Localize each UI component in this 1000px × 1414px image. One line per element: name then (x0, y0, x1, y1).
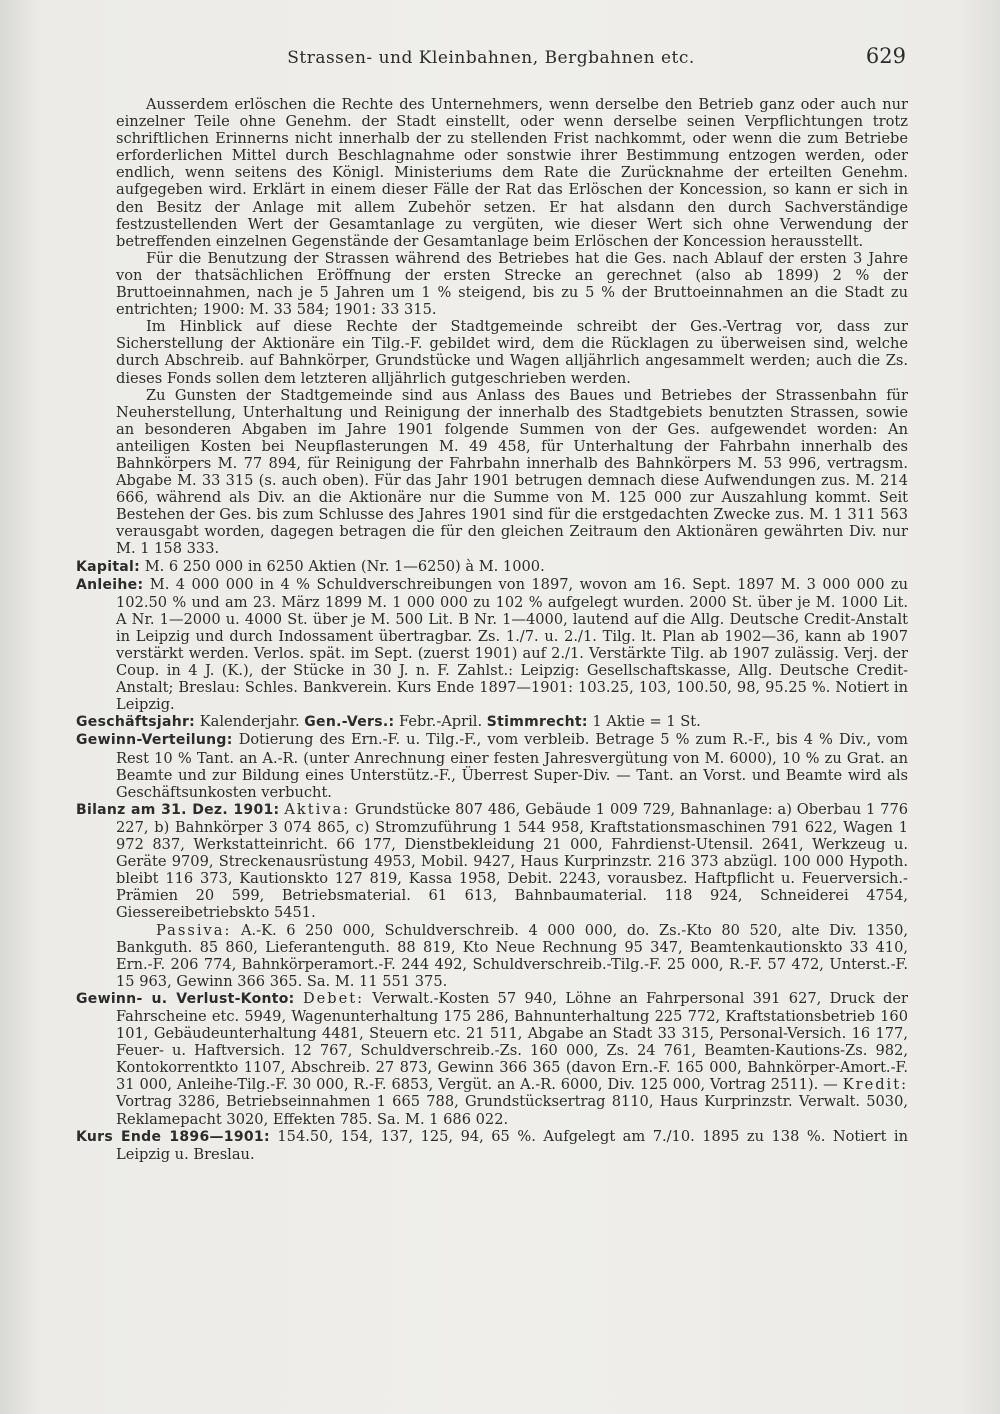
debet-label: Debet: (302, 989, 365, 1007)
gen-vers-label: Gen.-Vers.: (304, 714, 395, 731)
stimmrecht-label: Stimmrecht: (486, 714, 588, 731)
page-number: 629 (865, 44, 906, 68)
entry-kapital (76, 558, 908, 576)
aktiva-label: Aktiva: (284, 800, 351, 818)
kredit-label: Kredit: (842, 1076, 908, 1094)
running-header (76, 44, 906, 74)
debet-text: Verwalt.-Kosten 57 940, Löhne an Fahrpersonal 391 627, Druck der Fahrscheine etc. 5949, Wagenunterhaltung 175 286, Bahnunterhaltung 225 772, Kraftstationsbetrieb 160 101, Gebäudeunterhaltung 4481, Steuern etc. 21 511, Abgabe an Stadt 33 315, Personal-Versich. 16 177, Feuer- u. Haftversich. 12 767, Schuldverschreib.-Zs. 160 000, Zs. 24 761, Beamten-Kautions-Zs. 982, Kontokorrentkto 1107, Abschreib. 27 873, Gewinn 366 365 (davon Ern.-F. 165 000, Bahnkörper-Amort.-F. 31 000, Anleihe-Tilg.-F. 30 000, R.-F. 6853, Vergüt. an A.-R. 6000, Div. 125 000, Vortrag 2511). — (116, 989, 909, 1094)
entry-bilanz (76, 801, 908, 922)
kredit-text: Vortrag 3286, Betriebseinnahmen 1 665 788, Grundstücksertrag 8110, Haus Kurprinzstr. Verwalt. 5030, Reklamepacht 3020, Effekten 785. Sa. M. 1 686 022. (116, 1093, 908, 1128)
entry-passiva (76, 922, 908, 990)
aktiva-text: Grundstücke 807 486, Gebäude 1 009 729, Bahnanlage: a) Oberbau 1 776 227, b) Bahnkörper 3 074 865, c) Stromzuführung 1 544 958, Kraftstationsmaschinen 791 622, Wagen 1 972 837, Werkstatteinricht. 66 177, Dienstbekleidung 21 000, Fahrdienst-Utensil. 2641, Werkzeug u. Geräte 9709, Streckenausrüstung 4953, Mobil. 9427, Haus Kurprinzstr. 216 373 abzügl. 100 000 Hypoth. bleibt 116 373, Kautionskto 127 819, Kassa 1958, Debit. 2243, vorausbez. Haftpflicht u. Feuerversich.-Prämien 20 599, Betriebsmaterial. 61 613, Bahnbaumaterial. 118 924, Schneiderei 4754, Giessereibetriebskto 5451. (116, 800, 909, 922)
kurs-text: 154.50, 154, 137, 125, 94, 65 %. Aufgelegt am 7./10. 1895 zu 138 %. Notiert in Leipzig u. Breslau. (116, 1127, 908, 1163)
gen-vers-text: Febr.-April. (399, 713, 483, 731)
stimmrecht-text: 1 Aktie = 1 St. (592, 713, 701, 731)
gewinn-verlust-label: Gewinn- u. Verlust-Konto: (76, 990, 295, 1007)
anleihe-text: M. 4 000 000 in 4 % Schuldverschreibungen von 1897, wovon am 16. Sept. 1897 M. 3 000 000 zu 102.50 % und am 23. März 1899 M. 1 000 000 zu 102 % aufgelegt wurden. 2000 St. über je M. 1000 Lit. A Nr. 1—2000 u. 4000 St. über je M. 500 Lit. B Nr. 1—4000, lautend auf die Allg. Deutsche Credit-Anstalt in Leipzig und durch Indossament übertragbar. Zs. 1./7. u. 2./1. Tilg. lt. Plan ab 1902—36, kann ab 1907 verstärkt werden. Verlos. spät. im Sept. (zuerst 1901) auf 2./1. Verstärkte Tilg. ab 1907 zulässig. Verj. der Coup. in 4 J. (K.), der Stücke in 30 J. n. F. Zahlst.: Leipzig: Gesellschaftskasse, Allg. Deutsche Credit-Anstalt; Breslau: Schles. Bankverein. Kurs Ende 1897—1901: 103.25, 103, 100.50, 98, 95.25 %. Notiert in Leipzig. (116, 575, 908, 714)
passiva-text: A.-K. 6 250 000, Schuldverschreib. 4 000 000, do. Zs.-Kto 80 520, alte Div. 1350, Bankguth. 85 860, Lieferantenguth. 88 819, Kto Neue Rechnung 95 347, Beamtenkautionskto 33 410, Ern.-F. 206 774, Bahnkörperamort.-F. 244 492, Schuldverschreib.-Tilg.-F. 25 000, R.-F. 57 472, Unterst.-F. 15 963, Gewinn 366 365. Sa. M. 11 551 375. (116, 921, 908, 990)
kurs-label: Kurs Ende 1896—1901: (76, 1128, 270, 1145)
paragraph-tilgungsfonds: Im Hinblick auf diese Rechte der Stadtgemeinde schreibt der Ges.-Vertrag vor, dass zur Sicherstellung der Aktionäre ein Tilg.-F. gebildet wird, dem die Rücklagen zu überweisen sind, welche durch Abschreib. auf Bahnkörper, Grundstücke und Wagen alljährlich angesammelt werden; auch die Zs. dieses Fonds sollen dem letzteren alljährlich gutgeschrieben werden. (116, 318, 908, 387)
paragraph-rights: Ausserdem erlöschen die Rechte des Unternehmers, wenn derselbe den Betrieb ganz oder auch nur einzelner Teile ohne Genehm. der Stadt einstellt, oder wenn derselbe seinen Verpflichtungen trotz schriftlichen Erinnerns nicht innerhalb der zu stellenden Frist nachkommt, oder wenn die zum Betriebe erforderlichen Mittel durch Beschlagnahme oder sonstwie ihrer Bestimmung entzogen werden, oder endlich, wenn seitens des Königl. Ministeriums dem Rate die Zurücknahme der erteilten Genehm. aufgegeben wird. Erklärt in einem dieser Fälle der Rat das Erlöschen der Koncession, so kann er sich in den Besitz der Anlage mit allem Zubehör setzen. Er hat alsdann den durch Sachverständige festzustellenden Wert der Gesamtanlage zu vergüten, wie dieser Wert sich ohne Verwendung der betreffenden einzelnen Gegenstände der Gesamtanlage beim Erlöschen der Koncession herausstellt. (116, 96, 908, 250)
entry-geschaeftsjahr (76, 713, 908, 731)
passiva-label: Passiva: (156, 921, 232, 939)
entry-anleihe (76, 576, 908, 714)
entry-gewinn-verlust (76, 990, 908, 1128)
geschaeftsjahr-text: Kalenderjahr. (199, 713, 300, 731)
main-text (76, 96, 908, 1163)
bilanz-label: Bilanz am 31. Dez. 1901: (76, 801, 280, 818)
kapital-label: Kapital: (76, 558, 141, 575)
anleihe-label: Anleihe: (76, 576, 144, 593)
paragraph-city-expenses: Zu Gunsten der Stadtgemeinde sind aus Anlass des Baues und Betriebes der Strassenbahn für Neuherstellung, Unterhaltung und Reinigung der innerhalb des Stadtgebiets benutzten Strassen, sowie an besonderen Abgaben im Jahre 1901 folgende Summen von der Ges. aufgewendet worden: An anteiligen Kosten bei Neupflasterungen M. 49 458, für Unterhaltung der Fahrbahn innerhalb des Bahnkörpers M. 77 894, für Reinigung der Fahrbahn innerhalb des Bahnkörpers M. 53 996, vertragsm. Abgabe M. 33 315 (s. auch oben). Für das Jahr 1901 betrugen demnach diese Aufwendungen zus. M. 214 666, während als Div. an die Aktionäre nur die Summe von M. 125 000 zur Auszahlung kommt. Seit Bestehen der Ges. bis zum Schlusse des Jahres 1901 sind für die erstgedachten Zwecke zus. M. 1 311 563 verausgabt worden, dagegen betragen die für den gleichen Zeitraum den Aktionären gewährten Div. nur M. 1 158 333. (116, 386, 908, 558)
paragraph-street-usage: Für die Benutzung der Strassen während des Betriebes hat die Ges. nach Ablauf der ersten 3 Jahre von der thatsächlichen Eröffnung der ersten Strecke an gerechnet (also ab 1899) 2 % der Bruttoeinnahmen, nach je 5 Jahren um 1 % steigend, bis zu 5 % der Bruttoeinnahmen an die Stadt zu entrichten; 1900: M. 33 584; 1901: 33 315. (116, 249, 908, 319)
gewinn-verteilung-text: Dotierung des Ern.-F. u. Tilg.-F., vom verbleib. Betrage 5 % zum R.-F., bis 4 % Div., vom Rest 10 % Tant. an A.-R. (unter Anrechnung einer festen Jahresvergütung von M. 6000), 10 % zu Grat. an Beamte und zur Bildung eines Unterstütz.-F., Überrest Super-Div. — Tant. an Vorst. und Beamte wird als Geschäftsunkosten verbucht. (116, 731, 908, 801)
running-title: Strassen- und Kleinbahnen, Bergbahnen etc. (287, 48, 695, 68)
geschaeftsjahr-label: Geschäftsjahr: (76, 714, 196, 731)
entry-gewinn-verteilung (76, 731, 908, 800)
kapital-text: M. 6 250 000 in 6250 Aktien (Nr. 1—6250) à M. 1000. (144, 557, 545, 575)
entry-kurs (76, 1128, 908, 1163)
gewinn-verteilung-label: Gewinn-Verteilung: (76, 732, 233, 749)
